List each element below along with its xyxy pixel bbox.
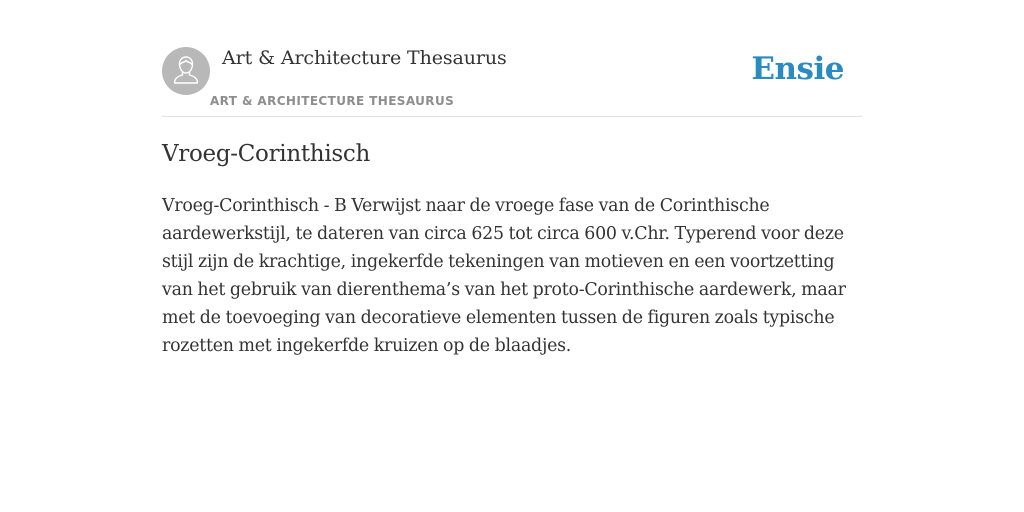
page-container xyxy=(162,0,862,512)
entry-title: Vroeg-Corinthisch xyxy=(162,141,370,167)
brand-logo[interactable]: Ensie xyxy=(751,51,844,87)
source-subtitle: ART & ARCHITECTURE THESAURUS xyxy=(210,94,455,108)
user-silhouette-icon xyxy=(162,47,210,95)
avatar[interactable] xyxy=(162,47,210,95)
entry-definition: Vroeg-Corinthisch - B Verwijst naar de vroege fase van de Corinthische aardewerkstijl, te dateren van circa 625 tot circa 600 v.Chr. Typerend voor deze stijl zijn de krachtige, ingekerfde tekeningen van motieven en een voortzetting van het gebruik van dierenthema’s van het proto-Corinthische aardewerk, maar met de toevoeging van decoratieve elementen tussen de figuren zoals typische rozetten met ingekerfde kruizen op de blaadjes. xyxy=(162,196,846,356)
entry-header xyxy=(162,0,862,117)
source-title[interactable]: Art & Architecture Thesaurus xyxy=(222,47,507,69)
